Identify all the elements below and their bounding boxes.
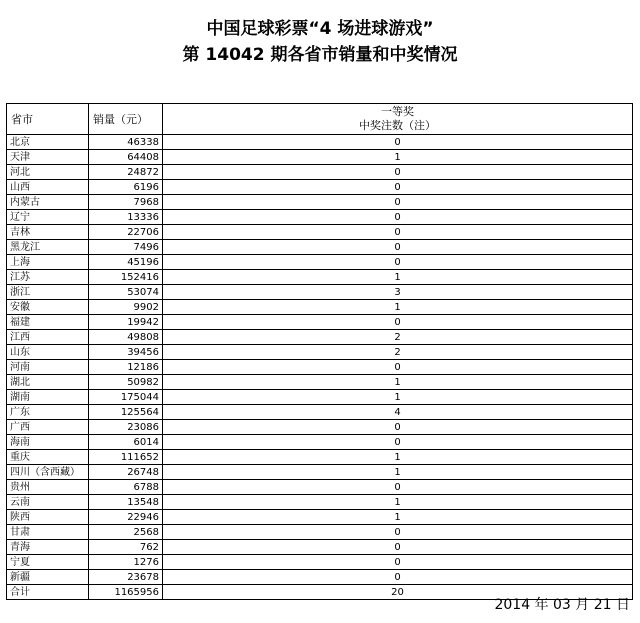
sales-cell: 9902 <box>89 300 163 315</box>
province-cell: 北京 <box>7 135 89 150</box>
sales-cell: 53074 <box>89 285 163 300</box>
table-header-row <box>7 104 633 135</box>
winners-cell: 1 <box>163 450 633 465</box>
winners-cell: 0 <box>163 240 633 255</box>
sales-cell: 6788 <box>89 480 163 495</box>
sales-cell: 64408 <box>89 150 163 165</box>
table-row <box>7 540 633 555</box>
winners-cell: 0 <box>163 210 633 225</box>
sales-cell: 26748 <box>89 465 163 480</box>
table-row <box>7 495 633 510</box>
table-row <box>7 285 633 300</box>
winners-cell: 0 <box>163 165 633 180</box>
province-cell: 天津 <box>7 150 89 165</box>
sales-cell: 19942 <box>89 315 163 330</box>
province-cell: 江苏 <box>7 270 89 285</box>
province-cell: 广西 <box>7 420 89 435</box>
sales-cell: 175044 <box>89 390 163 405</box>
province-cell: 宁夏 <box>7 555 89 570</box>
table-row <box>7 435 633 450</box>
province-cell: 贵州 <box>7 480 89 495</box>
province-cell: 陕西 <box>7 510 89 525</box>
table-row <box>7 330 633 345</box>
table-row <box>7 555 633 570</box>
winners-cell: 0 <box>163 225 633 240</box>
winners-cell: 4 <box>163 405 633 420</box>
winners-cell: 0 <box>163 360 633 375</box>
table-row <box>7 270 633 285</box>
table-row <box>7 480 633 495</box>
table-row <box>7 150 633 165</box>
province-cell: 江西 <box>7 330 89 345</box>
column-header-province: 省市 <box>7 104 89 135</box>
sales-cell: 49808 <box>89 330 163 345</box>
sales-cell: 23086 <box>89 420 163 435</box>
winners-cell: 2 <box>163 345 633 360</box>
table-row <box>7 450 633 465</box>
winners-cell: 0 <box>163 135 633 150</box>
sales-cell: 1276 <box>89 555 163 570</box>
sales-cell: 13336 <box>89 210 163 225</box>
winners-cell: 1 <box>163 150 633 165</box>
winners-cell: 0 <box>163 540 633 555</box>
province-cell: 新疆 <box>7 570 89 585</box>
province-cell: 云南 <box>7 495 89 510</box>
winners-cell: 1 <box>163 495 633 510</box>
table-row <box>7 360 633 375</box>
winners-cell: 3 <box>163 285 633 300</box>
sales-cell: 152416 <box>89 270 163 285</box>
table-row <box>7 300 633 315</box>
sales-cell: 39456 <box>89 345 163 360</box>
province-cell: 辽宁 <box>7 210 89 225</box>
province-cell: 安徽 <box>7 300 89 315</box>
sales-cell: 2568 <box>89 525 163 540</box>
table-row <box>7 465 633 480</box>
table-row <box>7 315 633 330</box>
table-row <box>7 525 633 540</box>
sales-cell: 45196 <box>89 255 163 270</box>
province-cell: 广东 <box>7 405 89 420</box>
table-row <box>7 135 633 150</box>
sales-cell: 13548 <box>89 495 163 510</box>
column-header-sales: 销量（元） <box>89 104 163 135</box>
table-row <box>7 165 633 180</box>
sales-cell: 762 <box>89 540 163 555</box>
sales-cell: 7496 <box>89 240 163 255</box>
province-cell: 甘肃 <box>7 525 89 540</box>
winners-cell: 1 <box>163 270 633 285</box>
province-cell: 浙江 <box>7 285 89 300</box>
page-subtitle: 第 14042 期各省市销量和中奖情况 <box>182 45 458 65</box>
table-row <box>7 390 633 405</box>
province-cell: 青海 <box>7 540 89 555</box>
province-cell: 山东 <box>7 345 89 360</box>
sales-cell: 22946 <box>89 510 163 525</box>
sales-table <box>6 103 633 600</box>
winners-cell: 0 <box>163 435 633 450</box>
province-cell: 上海 <box>7 255 89 270</box>
province-cell: 重庆 <box>7 450 89 465</box>
sales-cell: 46338 <box>89 135 163 150</box>
winners-cell: 1 <box>163 300 633 315</box>
column-header-first-prize-winners <box>163 104 633 135</box>
winners-cell: 0 <box>163 195 633 210</box>
province-cell: 吉林 <box>7 225 89 240</box>
table-row <box>7 345 633 360</box>
sales-cell: 111652 <box>89 450 163 465</box>
sales-cell: 6196 <box>89 180 163 195</box>
column-header-winner-count: 中奖注数（注） <box>359 119 436 132</box>
province-cell: 河北 <box>7 165 89 180</box>
table-row <box>7 375 633 390</box>
winners-cell: 2 <box>163 330 633 345</box>
table-row <box>7 210 633 225</box>
table-row <box>7 405 633 420</box>
winners-cell: 0 <box>163 555 633 570</box>
winners-cell: 0 <box>163 180 633 195</box>
winners-cell: 1 <box>163 465 633 480</box>
table-row <box>7 240 633 255</box>
province-cell: 内蒙古 <box>7 195 89 210</box>
province-cell: 福建 <box>7 315 89 330</box>
table-row <box>7 195 633 210</box>
province-cell: 合计 <box>7 585 89 600</box>
sales-cell: 6014 <box>89 435 163 450</box>
province-cell: 湖南 <box>7 390 89 405</box>
winners-cell: 0 <box>163 315 633 330</box>
winners-cell: 0 <box>163 570 633 585</box>
winners-cell: 0 <box>163 420 633 435</box>
table-row <box>7 255 633 270</box>
report-date: 2014 年 03 月 21 日 <box>494 597 630 613</box>
table-row <box>7 180 633 195</box>
table-row <box>7 570 633 585</box>
sales-cell: 125564 <box>89 405 163 420</box>
winners-cell: 20 <box>163 585 633 600</box>
province-cell: 四川（含西藏） <box>7 465 89 480</box>
winners-cell: 0 <box>163 525 633 540</box>
sales-cell: 12186 <box>89 360 163 375</box>
sales-cell: 50982 <box>89 375 163 390</box>
province-cell: 海南 <box>7 435 89 450</box>
sales-cell: 7968 <box>89 195 163 210</box>
sales-cell: 1165956 <box>89 585 163 600</box>
sales-cell: 23678 <box>89 570 163 585</box>
sales-cell: 22706 <box>89 225 163 240</box>
table-row <box>7 225 633 240</box>
province-cell: 湖北 <box>7 375 89 390</box>
column-header-first-prize: 一等奖 <box>381 105 414 118</box>
winners-cell: 1 <box>163 390 633 405</box>
province-cell: 山西 <box>7 180 89 195</box>
winners-cell: 1 <box>163 510 633 525</box>
province-cell: 黑龙江 <box>7 240 89 255</box>
page-title: 中国足球彩票“4 场进球游戏” <box>206 19 434 39</box>
table-row <box>7 510 633 525</box>
winners-cell: 0 <box>163 480 633 495</box>
winners-cell: 1 <box>163 375 633 390</box>
province-cell: 河南 <box>7 360 89 375</box>
winners-cell: 0 <box>163 255 633 270</box>
sales-cell: 24872 <box>89 165 163 180</box>
table-row <box>7 420 633 435</box>
